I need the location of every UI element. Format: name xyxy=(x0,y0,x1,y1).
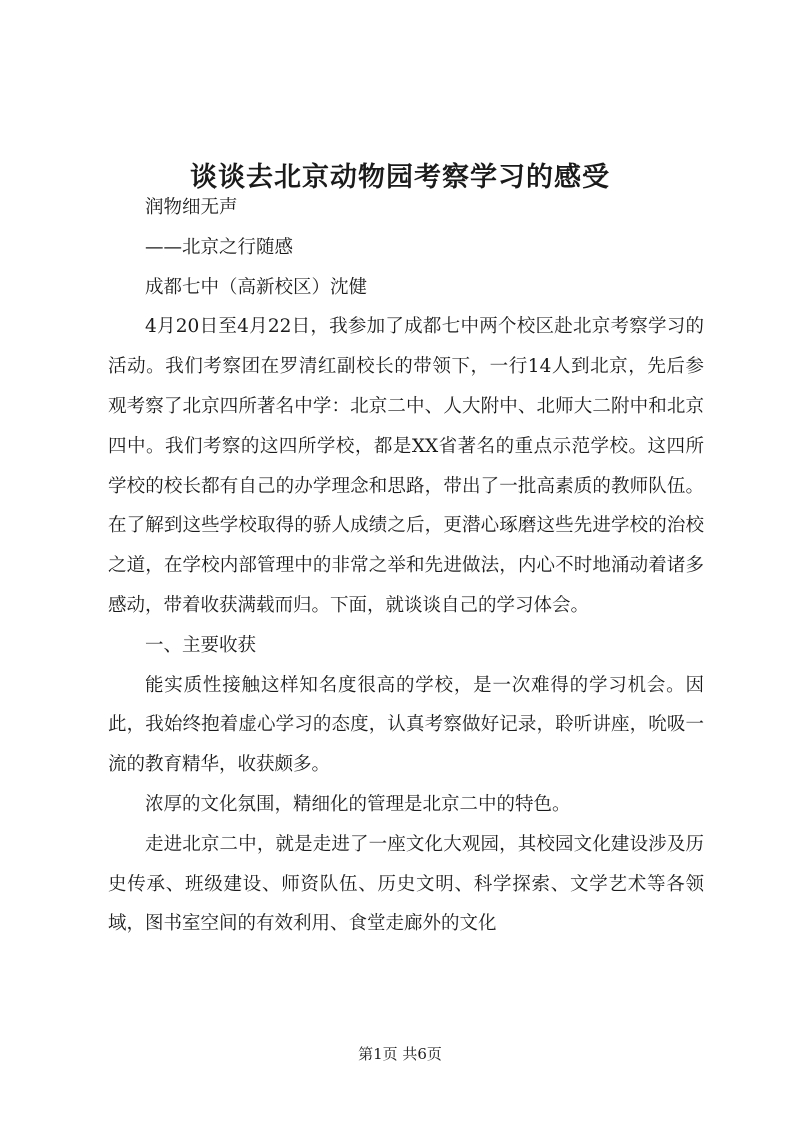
subtitle-line: 润物细无声 xyxy=(145,197,238,218)
body-paragraph: 能实质性接触这样知名度很高的学校，是一次难得的学习机会。因此，我始终抱着虚心学习的态度，认真考察做好记录，聆听讲座，吮吸一流的教育精华，收获颇多。 xyxy=(108,674,704,776)
body-paragraph: 浓厚的文化氛围，精细化的管理是北京二中的特色。 xyxy=(145,793,571,815)
subtitle-note: ——北京之行随感 xyxy=(145,236,294,258)
document-body xyxy=(108,188,704,944)
body-paragraph: 4月20日至4月22日，我参加了成都七中两个校区赴北京考察学习的活动。我们考察团在罗清红副校长的带领下，一行14人到北京，先后参观考察了北京四所著名中学：北京二中、人大附中、北师大二附中和北京四中。我们考察的这四所学校，都是XX省著名的重点示范学校。这四所学校的校长都有自己的办学理念和思路，带出了一批高素质的教师队伍。在了解到这些学校取得的骄人成绩之后，更潜心琢磨这些先进学校的治校之道，在学校内部管理中的非常之举和先进做法，内心不时地涌动着诸多感动，带着收获满载而归。下面，就谈谈自己的学习体会。 xyxy=(108,316,704,616)
section-heading: 一、主要收获 xyxy=(145,634,257,656)
document-title: 谈谈去北京动物园考察学习的感受 xyxy=(190,162,610,194)
body-paragraph: 走进北京二中，就是走进了一座文化大观园，其校园文化建设涉及历史传承、班级建设、师资队伍、历史文明、科学探索、文学艺术等各领域，图书室空间的有效利用、食堂走廊外的文化 xyxy=(108,833,704,935)
page-number: 第1页 共6页 xyxy=(358,1045,442,1063)
author-line: 成都七中（高新校区）沈健 xyxy=(145,276,368,298)
